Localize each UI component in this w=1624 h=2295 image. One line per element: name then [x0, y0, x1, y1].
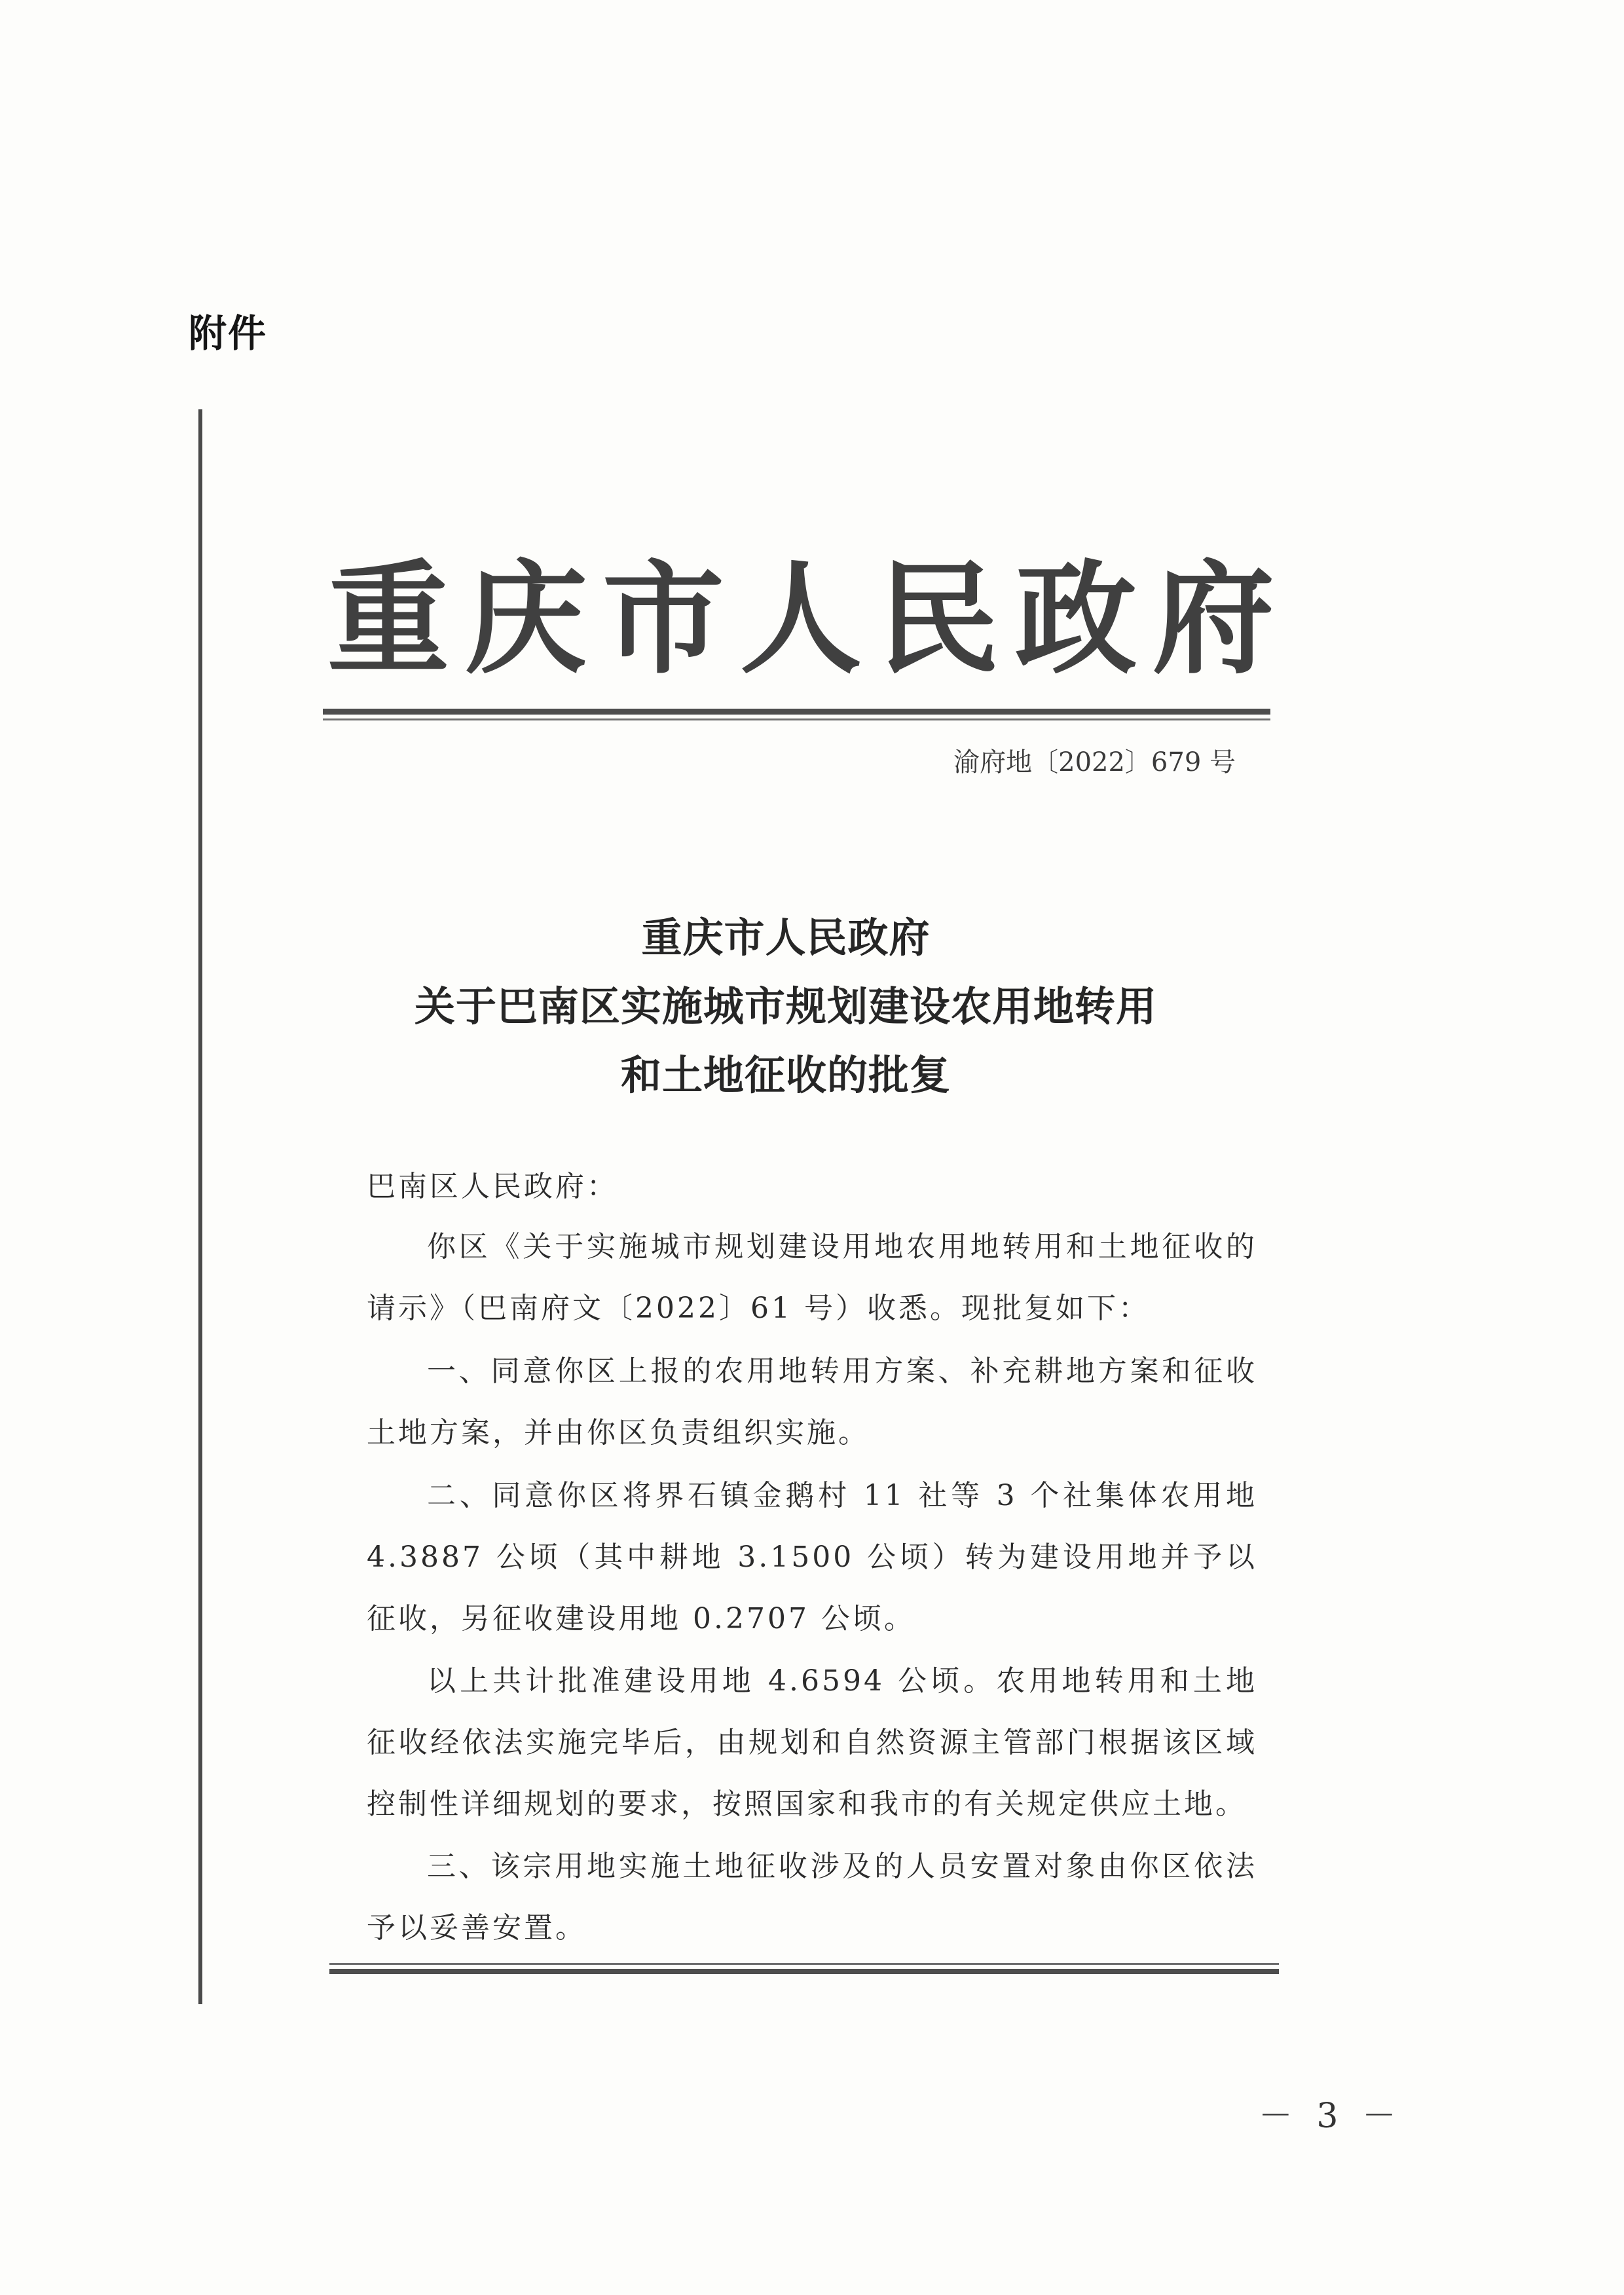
body-paragraph: 二、同意你区将界石镇金鹅村 11 社等 3 个社集体农用地 4.3887 公顷（其中耕地 3.1500 公顷）转为建设用地并予以征收，另征收建设用地 0.2707 公顷。	[367, 1479, 1257, 1635]
letterhead-rule-thin	[323, 718, 1270, 720]
body-paragraph: 三、该宗用地实施土地征收涉及的人员安置对象由你区依法予以妥善安置。	[367, 1850, 1257, 1945]
page-number: － 3 －	[1258, 2097, 1403, 2136]
document-title-line-3: 和土地征收的批复	[620, 1051, 951, 1099]
attachment-label: 附件	[189, 311, 268, 356]
document-title-line-1: 重庆市人民政府	[641, 914, 931, 961]
footer-rule-thin	[329, 1963, 1279, 1965]
footer-rule-thick	[329, 1969, 1279, 1974]
binding-margin-line	[198, 409, 202, 2004]
letterhead-rule-thick	[323, 709, 1270, 715]
document-number: 渝府地〔2022〕679 号	[953, 747, 1236, 777]
body-paragraph: 以上共计批准建设用地 4.6594 公顷。农用地转用和土地征收经依法实施完毕后，由规划和自然资源主管部门根据该区域控制性详细规划的要求，按照国家和我市的有关规定供应土地。	[367, 1664, 1257, 1821]
body-paragraph: 你区《关于实施城市规划建设用地农用地转用和土地征收的请示》（巴南府文〔2022〕61 号）收悉。现批复如下：	[367, 1230, 1257, 1325]
body-paragraph: 一、同意你区上报的农用地转用方案、补充耕地方案和征收土地方案，并由你区负责组织实施。	[367, 1354, 1257, 1449]
document-title-line-2: 关于巴南区实施城市规划建设农用地转用	[414, 982, 1157, 1030]
salutation: 巴南区人民政府：	[367, 1170, 618, 1203]
letterhead-title: 重庆市人民政府	[327, 547, 1291, 690]
